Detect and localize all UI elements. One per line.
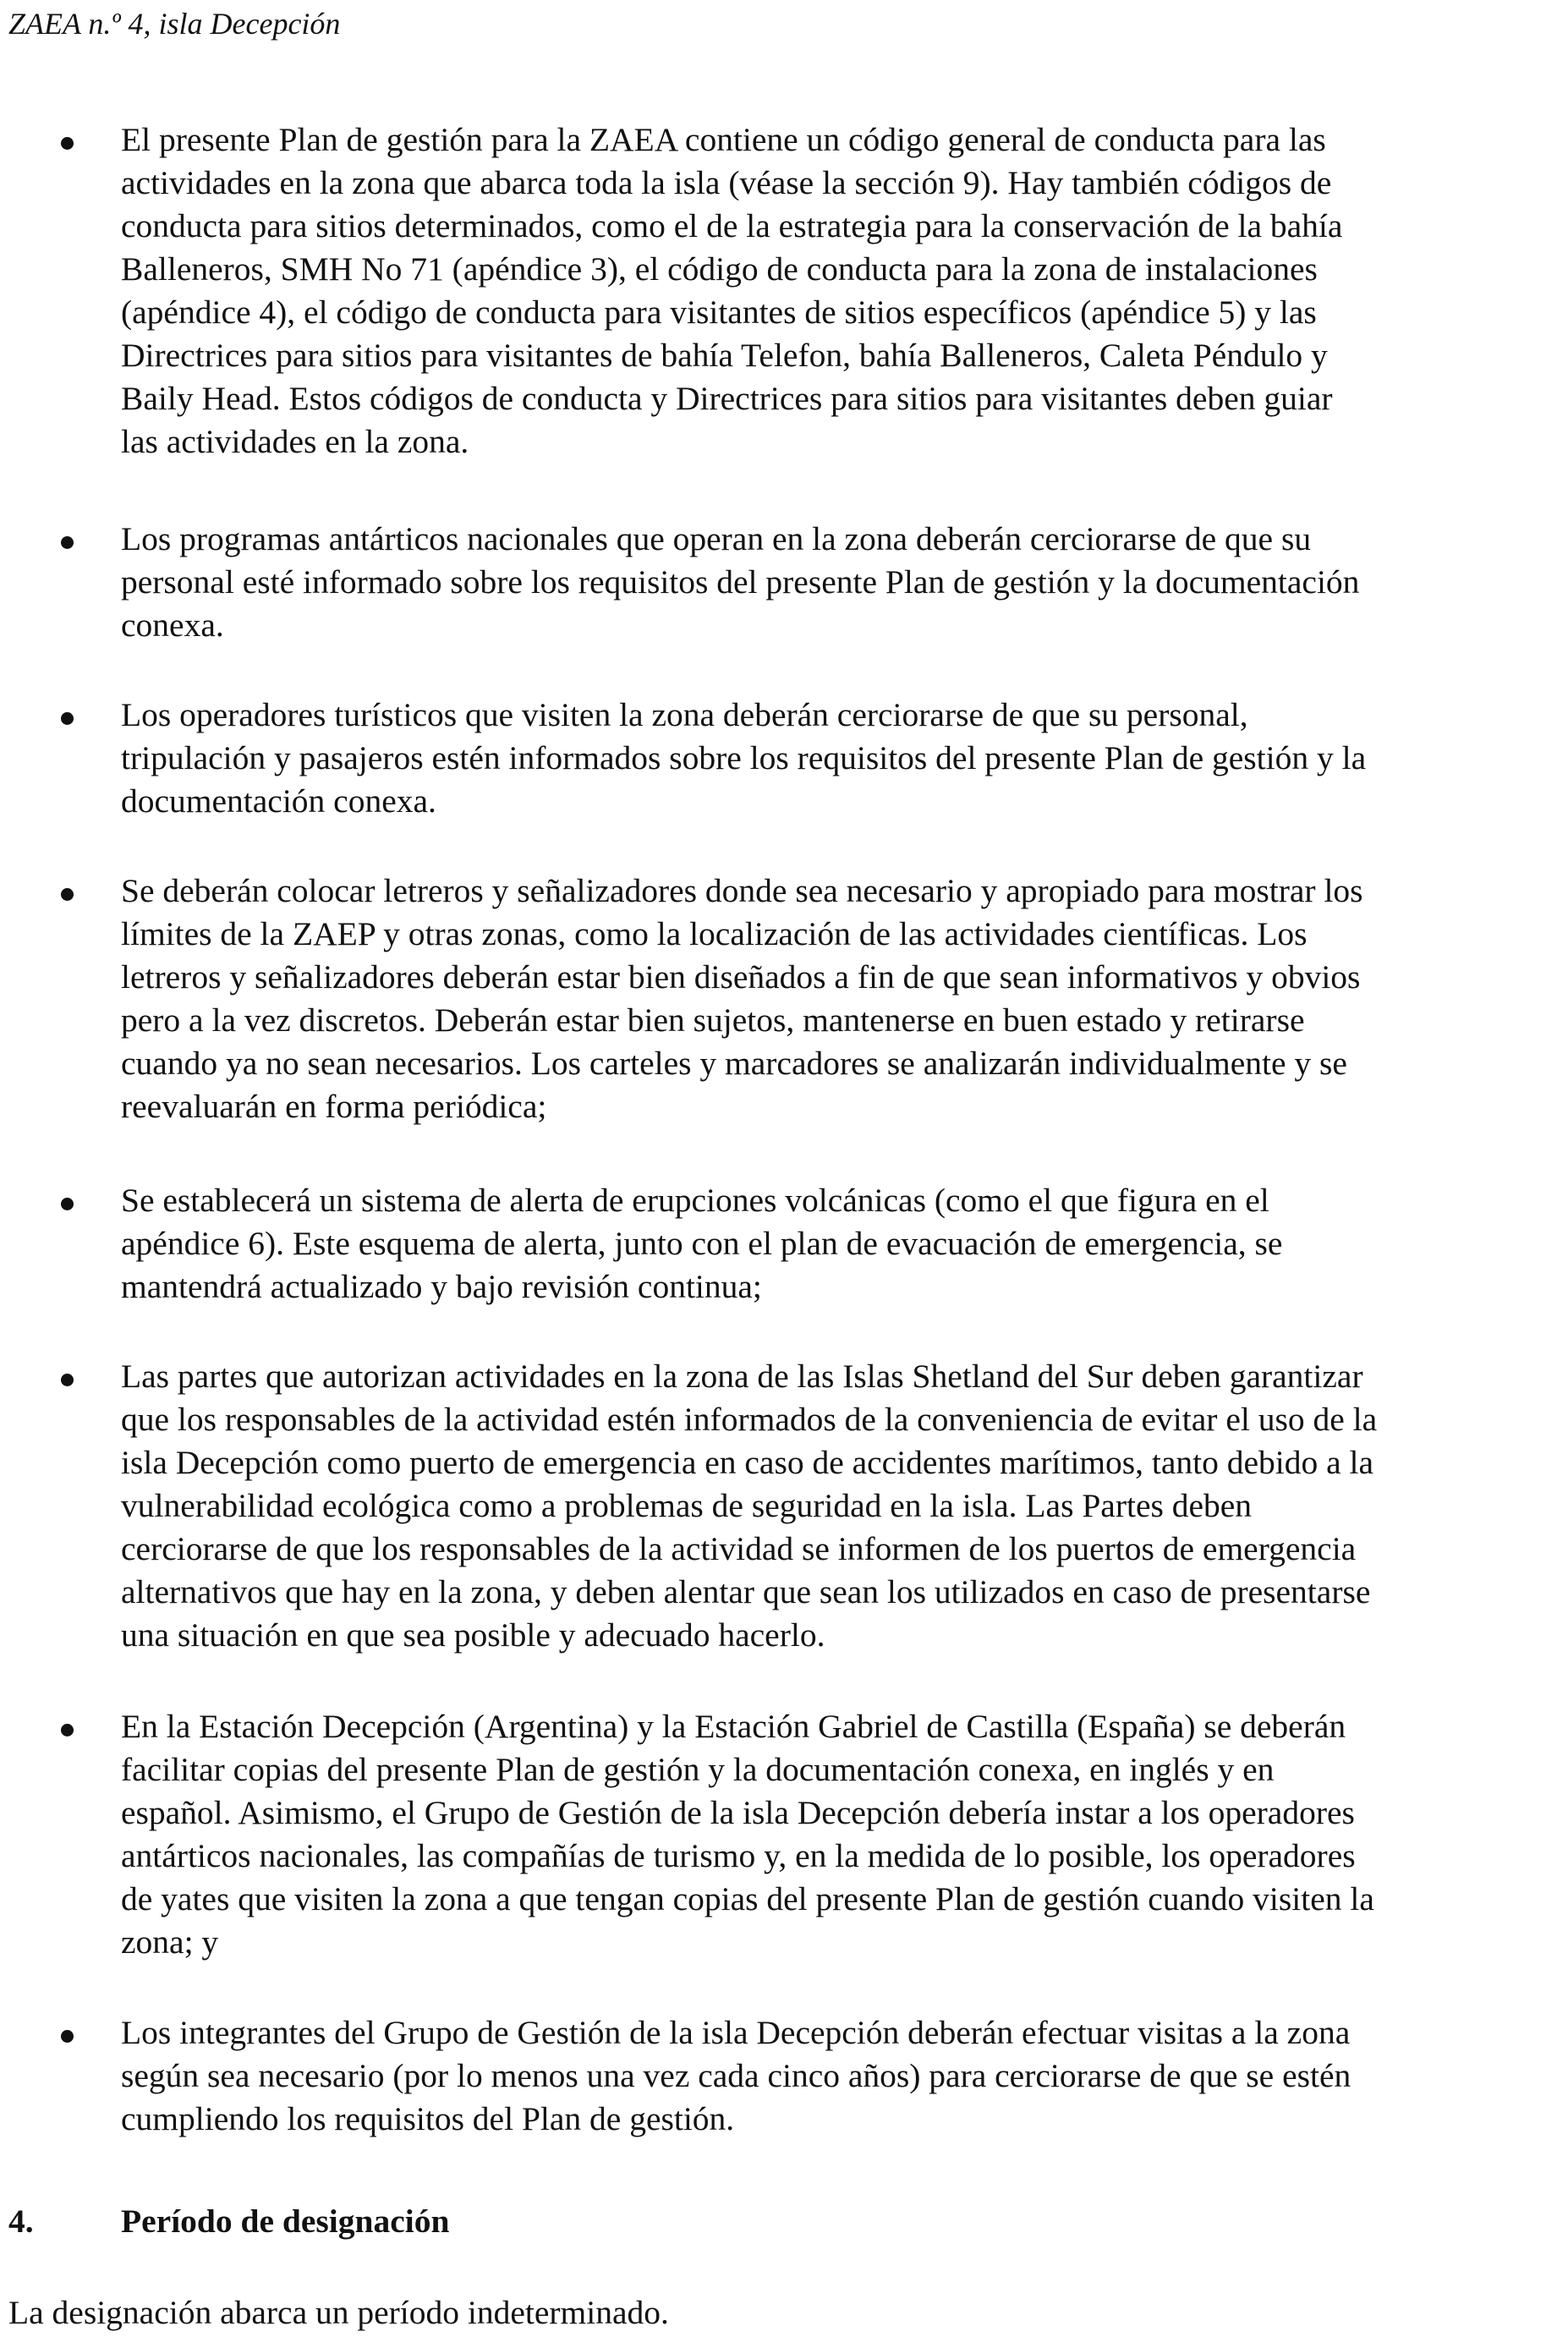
list-item-text: Se establecerá un sistema de alerta de erupciones volcánicas (como el que figura en el apéndice 6). Este esquema de alerta, junto con el plan de evacuación de emergencia, se mantendrá actualizado y bajo revisión continua; [121,1182,1283,1305]
running-header: ZAEA n.º 4, isla Decepción [8,7,341,41]
list-item-text: Las partes que autorizan actividades en la zona de las Islas Shetland del Sur deben garantizar que los responsables de la actividad estén informados de la conveniencia de evitar el uso de la isla Decepción como puerto de emergencia en caso de accidentes marítimos, tanto debido a la vulnerabilidad ecológica como a problemas de seguridad en la isla. Las Partes deben cerciorarse de que los responsables de la actividad se informen de los puertos de emergencia alternativos que hay en la zona, y deben alentar que sean los utilizados en caso de presentarse una situación en que sea posible y adecuado hacerlo. [121,1358,1378,1654]
list-item-text: En la Estación Decepción (Argentina) y la Estación Gabriel de Castilla (España) se deberán facilitar copias del presente Plan de gestión y la documentación conexa, en inglés y en español. Asimismo, el Grupo de Gestión de la isla Decepción debería instar a los operadores antárticos nacionales, las compañías de turismo y, en la medida de lo posible, los operadores de yates que visiten la zona a que tengan copias del presente Plan de gestión cuando visiten la zona; y [121,1708,1374,1961]
list-item-text: Los programas antárticos nacionales que operan en la zona deberán cerciorarse de que su personal esté informado sobre los requisitos del presente Plan de gestión y la documentación conexa. [121,520,1360,644]
section-title: Período de designación [121,2203,450,2240]
bullet-icon [61,1198,74,1210]
bullet-icon [61,712,74,725]
bullet-icon [61,137,74,150]
bullet-icon [61,1724,74,1736]
list-item-text: Se deberán colocar letreros y señalizadores donde sea necesario y apropiado para mostrar los límites de la ZAEP y otras zonas, como la localización de las actividades científicas. Los letreros y señalizadores deberán estar bien diseñados a fin de que sean informativos y obvios pero a la vez discretos. Deberán estar bien sujetos, mantenerse en buen estado y retirarse cuando ya no sean necesarios. Los carteles y marcadores se analizarán individualmente y se reevaluarán en forma periódica; [121,872,1363,1125]
section-number: 4. [8,2203,34,2240]
bullet-icon [61,536,74,549]
list-item-text: El presente Plan de gestión para la ZAEA contiene un código general de conducta para las actividades en la zona que abarca toda la isla (véase la sección 9). Hay también códigos de conducta para sitios determinados, como el de la estrategia para la conservación de la bahía Balleneros, SMH No 71 (apéndice 3), el código de conducta para la zona de instalaciones (apéndice 4), el código de conducta para visitantes de sitios específicos (apéndice 5) y las Directrices para sitios para visitantes de bahía Telefon, bahía Balleneros, Caleta Péndulo y Baily Head. Estos códigos de conducta y Directrices para sitios para visitantes deben guiar las actividades en la zona. [121,121,1343,460]
list-item-text: Los operadores turísticos que visiten la zona deberán cerciorarse de que su personal, tripulación y pasajeros estén informados sobre los requisitos del presente Plan de gestión y la documentación conexa. [121,696,1367,820]
bullet-icon [61,1374,74,1386]
body-paragraph: La designación abarca un período indeterminado. [8,2294,669,2331]
bullet-icon [61,2030,74,2043]
bullet-icon [61,888,74,901]
list-item-text: Los integrantes del Grupo de Gestión de la isla Decepción deberán efectuar visitas a la zona según sea necesario (por lo menos una vez cada cinco años) para cerciorarse de que se estén cumpliendo los requisitos del Plan de gestión. [121,2014,1351,2137]
